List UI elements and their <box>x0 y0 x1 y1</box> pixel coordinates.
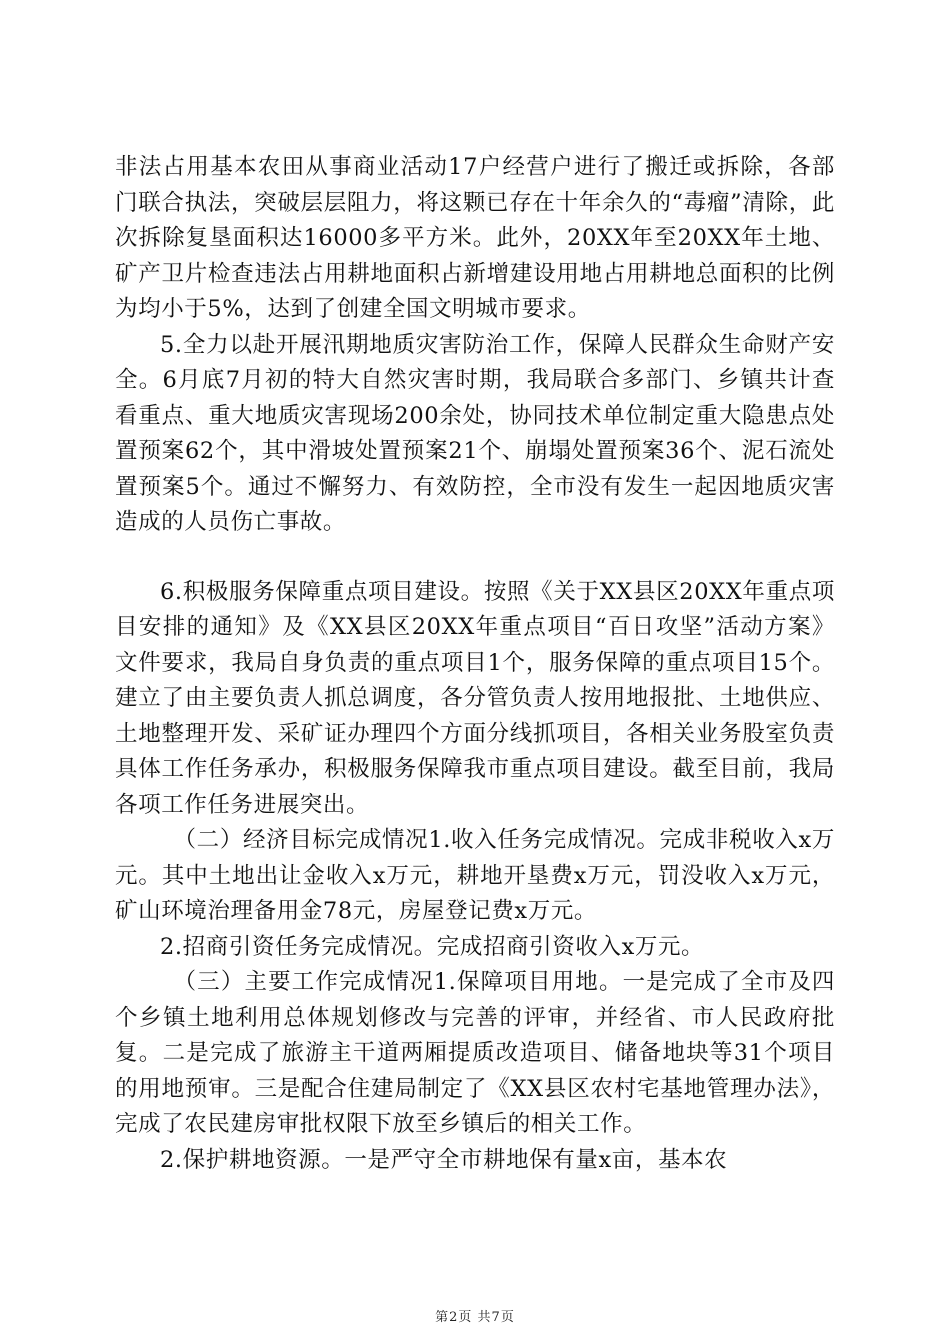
paragraph-investment: 2.招商引资任务完成情况。完成招商引资收入x万元。 <box>160 933 705 960</box>
paragraph-gap <box>115 541 835 575</box>
paragraph-economic-targets: （二）经济目标完成情况1.收入任务完成情况。完成非税收入x万元。其中土地出让金收入x万元，耕地开垦费x万元，罚没收入x万元，矿山环境治理备用金78元，房屋登记费x万元。 <box>115 827 835 924</box>
paragraph-farmland-protection: 2.保护耕地资源。一是严守全市耕地保有量x亩，基本农 <box>160 1146 728 1173</box>
document-body <box>115 150 835 1178</box>
paragraph-key-projects: 6.积极服务保障重点项目建设。按照《关于XX县区20XX年重点项目安排的通知》及《XX县区20XX年重点项目“百日攻坚”活动方案》文件要求，我局自身负责的重点项目1个，服务保障的重点项目15个。建立了由主要负责人抓总调度，各分管负责人按用地报批、土地供应、土地整理开发、采矿证办理四个方面分线抓项目，各相关业务股室负责具体工作任务承办，积极服务保障我市重点项目建设。截至目前，我局各项工作任务进展突出。 <box>115 578 835 818</box>
page-footer: 第2页 共7页 <box>435 1310 515 1325</box>
paragraph-geological-disaster: 5.全力以赴开展汛期地质灾害防治工作，保障人民群众生命财产安全。6月底7月初的特大自然灾害时期，我局联合多部门、乡镇共计查看重点、重大地质灾害现场200余处，协同技术单位制定重大隐患点处置预案62个，其中滑坡处置预案21个、崩塌处置预案36个、泥石流处置预案5个。通过不懈努力、有效防控，全市没有发生一起因地质灾害造成的人员伤亡事故。 <box>115 331 835 535</box>
paragraph-main-work: （三）主要工作完成情况1.保障项目用地。一是完成了全市及四个乡镇土地利用总体规划修改与完善的评审，并经省、市人民政府批复。二是完成了旅游主干道两厢提质改造项目、储备地块等31个项目的用地预审。三是配合住建局制定了《XX县区农村宅基地管理办法》，完成了农民建房审批权限下放至乡镇后的相关工作。 <box>115 969 835 1137</box>
paragraph-illegal-occupation: 非法占用基本农田从事商业活动17户经营户进行了搬迁或拆除，各部门联合执法，突破层层阻力，将这颗已存在十年余久的“毒瘤”清除，此次拆除复垦面积达16000多平方米。此外，20XX年至20XX年土地、矿产卫片检查违法占用耕地面积占新增建设用地占用耕地总面积的比例为均小于5%，达到了创建全国文明城市要求。 <box>115 154 835 322</box>
